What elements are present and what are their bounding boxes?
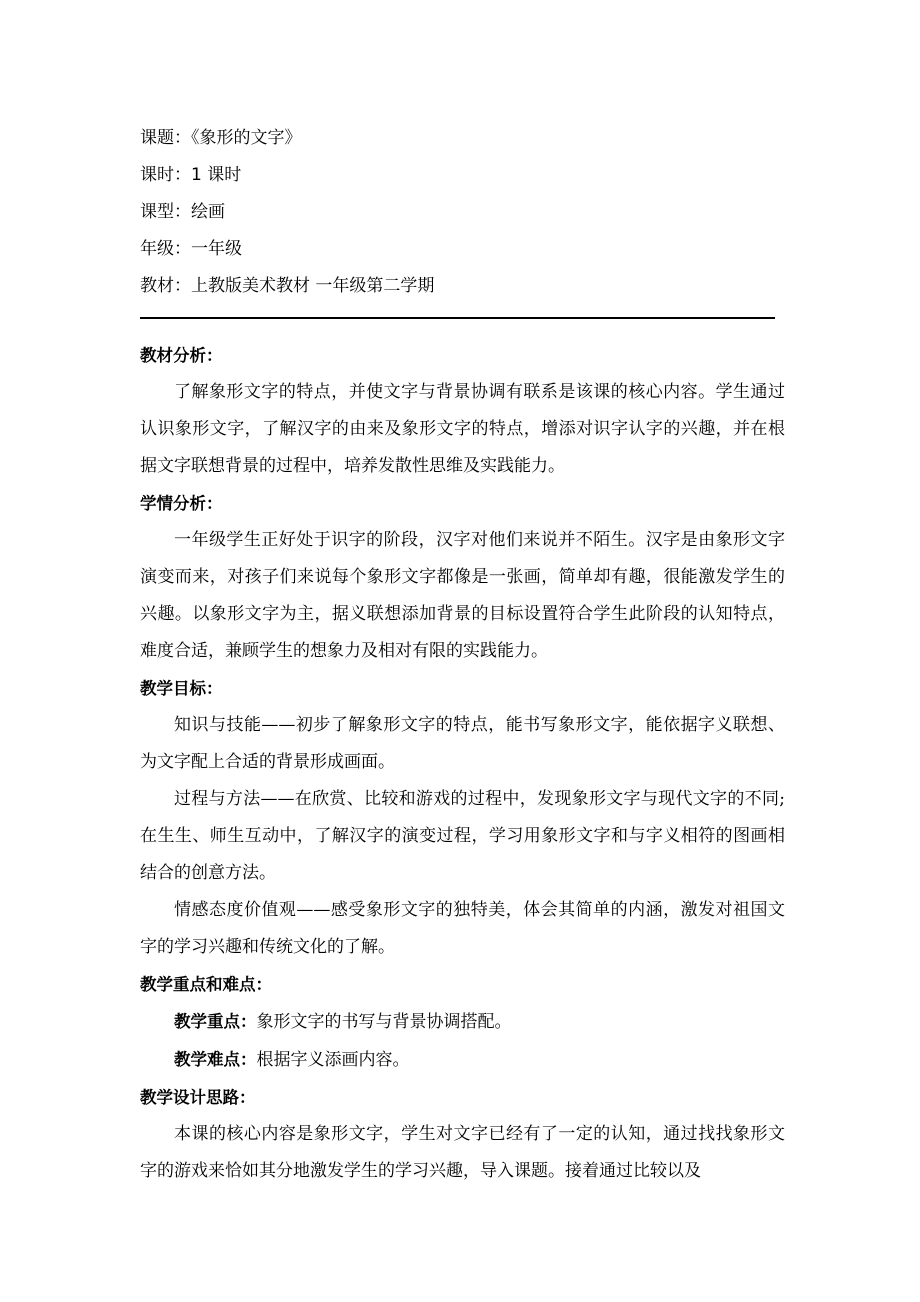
lesson-type: 课型：绘画	[140, 202, 225, 222]
goal-process: 过程与方法——在欣赏、比较和游戏的过程中，发现象形文字与现代文字的不同;在生生、师生互动中，了解汉字的演变过程，学习用象形文字和与字义相符的图画相结合的创意方法。	[140, 789, 785, 883]
key-focus	[140, 1003, 785, 1041]
design-idea-body: 本课的核心内容是象形文字，学生对文字已经有了一定的认知，通过找找象形文字的游戏来恰如其分地激发学生的学习兴趣，导入课题。接着通过比较以及	[140, 1124, 785, 1181]
key-points-heading: 教学重点和难点：	[140, 975, 272, 994]
goal-knowledge: 知识与技能——初步了解象形文字的特点，能书写象形文字，能依据字义联想、为文字配上合适的背景形成画面。	[140, 715, 785, 772]
lesson-title: 课题：《象形的文字》	[140, 128, 302, 148]
lesson-textbook: 教材：上教版美术教材 一年级第二学期	[140, 276, 435, 296]
key-focus-label: 教学重点：	[174, 1012, 257, 1031]
key-difficulty	[140, 1041, 785, 1079]
student-analysis-heading: 学情分析：	[140, 494, 223, 513]
design-idea-heading: 教学设计思路：	[140, 1088, 256, 1107]
lesson-period: 课时：1 课时	[140, 165, 242, 185]
goal-emotion: 情感态度价值观——感受象形文字的独特美，体会其简单的内涵，激发对祖国文字的学习兴趣和传统文化的了解。	[140, 900, 785, 957]
lesson-grade: 年级：一年级	[140, 239, 242, 259]
textbook-analysis-body: 了解象形文字的特点，并使文字与背景协调有联系是该课的核心内容。学生通过认识象形文字，了解汉字的由来及象形文字的特点，增添对识字认字的兴趣，并在根据文字联想背景的过程中，培养发散性思维及实践能力。	[140, 382, 785, 476]
divider-line	[140, 317, 775, 319]
key-focus-text: 象形文字的书写与背景协调搭配。	[256, 1012, 512, 1032]
lesson-plan-page	[140, 120, 785, 1190]
student-analysis-body: 一年级学生正好处于识字的阶段，汉字对他们来说并不陌生。汉字是由象形文字演变而来，对孩子们来说每个象形文字都像是一张画，简单却有趣，很能激发学生的兴趣。以象形文字为主，据义联想添加背景的目标设置符合学生此阶段的认知特点，难度合适，兼顾学生的想象力及相对有限的实践能力。	[140, 530, 785, 661]
key-difficulty-text: 根据字义添画内容。	[256, 1050, 410, 1070]
textbook-analysis-heading: 教材分析：	[140, 346, 223, 365]
teaching-goals-heading: 教学目标：	[140, 679, 223, 698]
key-difficulty-label: 教学难点：	[174, 1050, 257, 1069]
